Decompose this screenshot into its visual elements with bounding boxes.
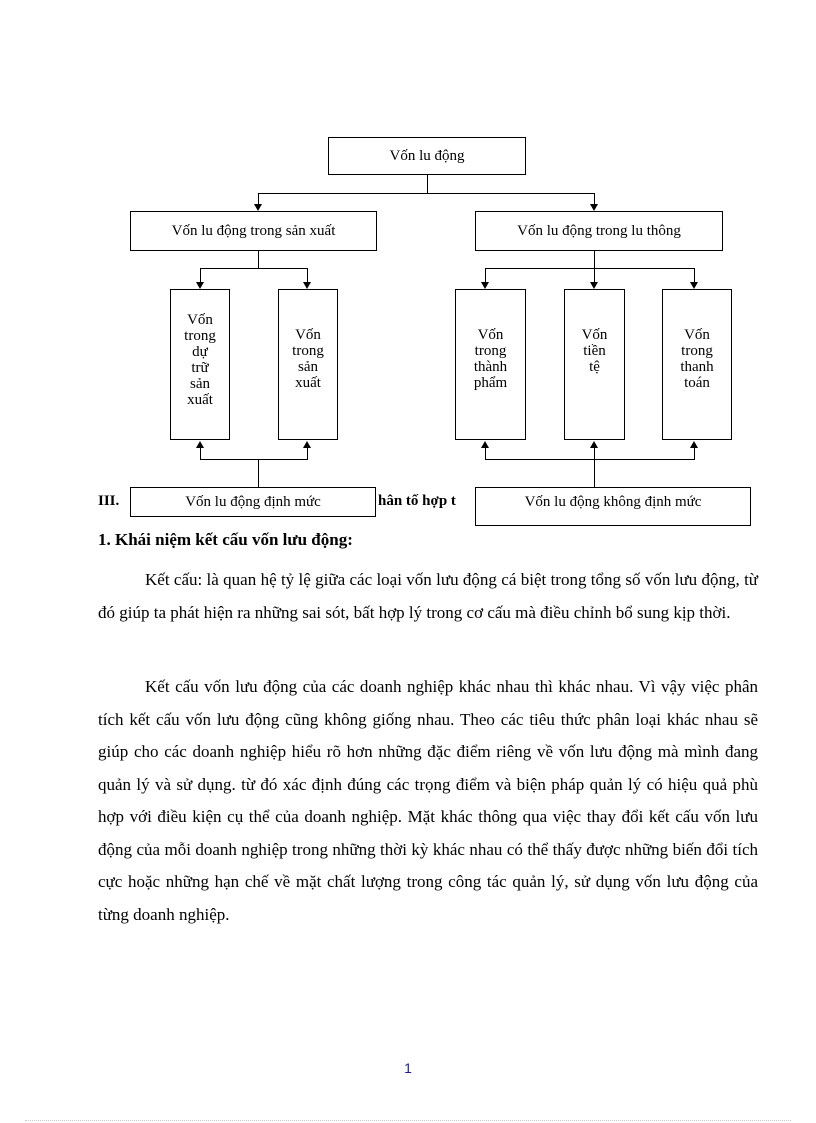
- box-production-label: Vốn lu động trong sản xuất: [171, 222, 336, 239]
- arrow-down-icon: [481, 282, 489, 289]
- connector: [258, 251, 259, 269]
- box-circulation-label: Vốn lu động trong lu thông: [517, 222, 681, 239]
- section-heading-tail: hân tố hợp t: [378, 493, 456, 509]
- subheading: 1. Khái niệm kết cấu vốn lưu động:: [98, 530, 353, 549]
- box-normed: [130, 487, 376, 517]
- connector: [258, 193, 595, 194]
- box-finished-goods: [455, 289, 526, 440]
- connector: [258, 459, 259, 488]
- connector: [594, 268, 595, 283]
- arrow-down-icon: [590, 282, 598, 289]
- box-circulation: [475, 211, 723, 251]
- arrow-down-icon: [303, 282, 311, 289]
- box-money-label: Vốn tiền tệ: [581, 327, 608, 375]
- connector: [200, 268, 308, 269]
- arrow-down-icon: [590, 204, 598, 211]
- box-payment: [662, 289, 732, 440]
- connector: [427, 175, 428, 194]
- connector: [485, 268, 695, 269]
- arrow-down-icon: [196, 282, 204, 289]
- box-normed-label: Vốn lu động định mức: [185, 493, 321, 510]
- box-reserve-label: Vốn trong dự trữ sản xuất: [184, 312, 216, 408]
- connector: [307, 268, 308, 283]
- arrow-down-icon: [690, 282, 698, 289]
- connector: [594, 251, 595, 269]
- paragraph: Kết cấu vốn lưu động của các doanh nghiệp khác nhau thì khác nhau. Vì vậy việc phân tích kết cấu vốn lưu động cũng không giống nhau. Theo các tiêu thức phân loại khác nhau sẽ giúp cho các doanh nghiệp hiểu rõ hơn những đặc điểm riêng về vốn lưu động mà mình đang quản lý và sử dụng. từ đó xác định đúng các trọng điểm và biện pháp quản lý có hiệu quả phù hợp với điều kiện cụ thể của doanh nghiệp. Mặt khác thông qua việc thay đổi kết cấu vốn lưu động của mỗi doanh nghiệp trong những thời kỳ khác nhau có thể thấy được những biến đổi tích cực hoặc những hạn chế về mặt chất lượng trong công tác quản lý, sử dụng vốn lưu động của từng doanh nghiệp.: [98, 677, 758, 924]
- connector: [200, 268, 201, 283]
- connector: [485, 447, 486, 459]
- box-finished-goods-label: Vốn trong thành phẩm: [473, 327, 508, 391]
- connector: [307, 447, 308, 459]
- connector: [694, 268, 695, 283]
- connector: [485, 459, 695, 460]
- box-production: [130, 211, 377, 251]
- connector: [200, 459, 308, 460]
- box-unnormed-label: Vốn lu động không định mức: [524, 493, 702, 510]
- box-in-production: [278, 289, 338, 440]
- connector: [485, 268, 486, 283]
- box-root: [328, 137, 526, 175]
- connector: [694, 447, 695, 459]
- connector: [200, 447, 201, 459]
- box-reserve: [170, 289, 230, 440]
- box-root-label: Vốn lu động: [389, 147, 465, 164]
- section-heading-prefix: III.: [98, 493, 120, 509]
- page-number: 1: [404, 1060, 412, 1076]
- box-in-production-label: Vốn trong sản xuất: [292, 327, 324, 391]
- box-payment-label: Vốn trong thanh toán: [680, 327, 714, 391]
- box-money: [564, 289, 625, 440]
- connector: [594, 459, 595, 488]
- arrow-down-icon: [254, 204, 262, 211]
- paragraph: Kết cấu: là quan hệ tỷ lệ giữa các loại vốn lưu động cá biệt trong tổng số vốn lưu động, từ đó giúp ta phát hiện ra những sai sót, bất hợp lý trong cơ cấu mà điều chỉnh bổ sung kịp thời.: [98, 570, 758, 622]
- connector: [594, 447, 595, 459]
- box-unnormed: [475, 487, 751, 526]
- footer-divider: [25, 1120, 791, 1121]
